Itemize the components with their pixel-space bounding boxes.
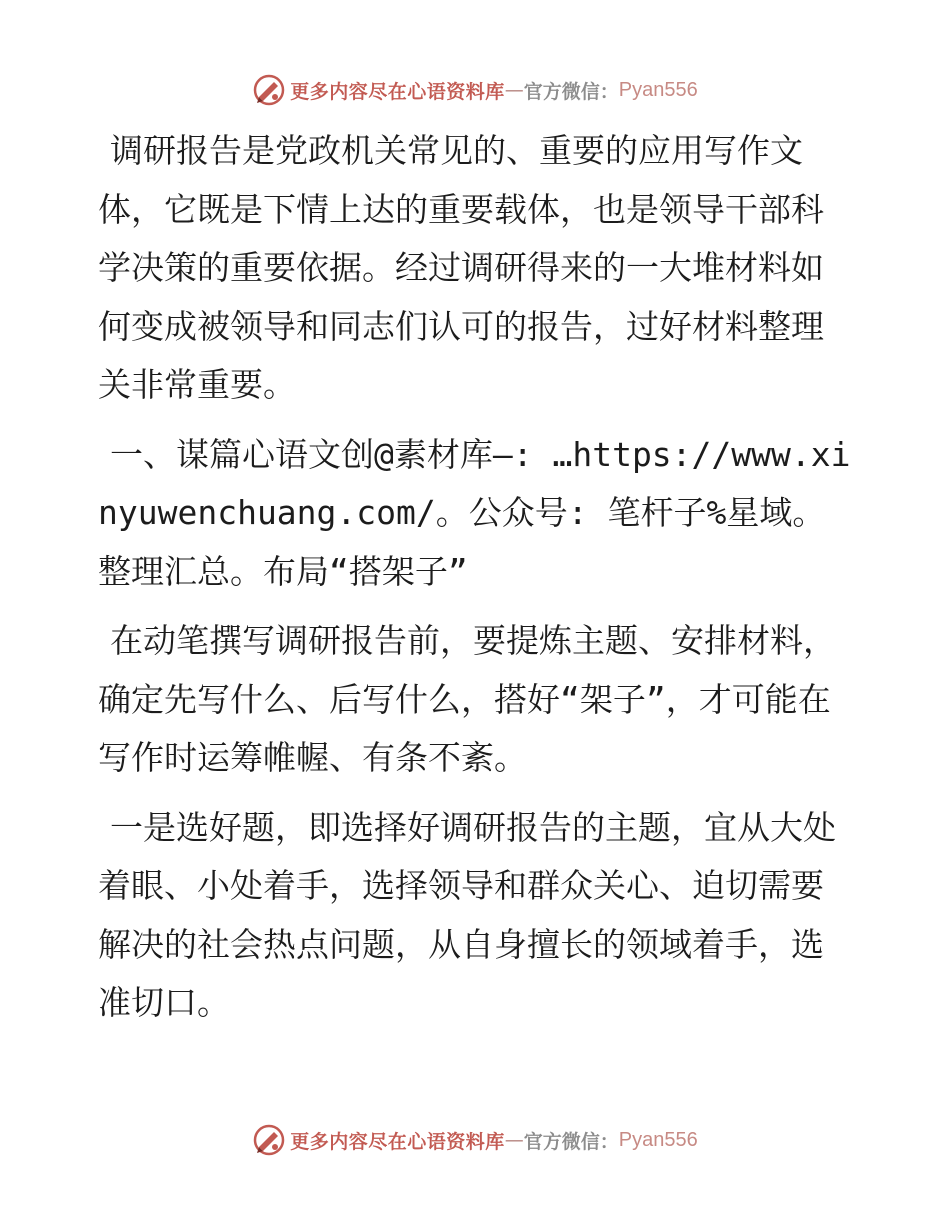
banner-wechat-label: 官方微信： [523,1130,619,1153]
paragraph-section-heading: 一、谋篇心语文创@素材库—: …https://www.xinyuwenchuang.com/。公众号: 笔杆子%星域。整理汇总。布局“搭架子” [98,434,851,591]
footer-banner [0,1120,950,1160]
banner-separator: — [504,79,524,101]
banner-main-text: 更多内容尽在心语资料库 [290,80,505,103]
banner-wechat-id: Pyan556 [618,1128,698,1151]
paragraph-framework: 在动笔撰写调研报告前，要提炼主题、安排材料，确定先写什么、后写什么，搭好“架子”，才可能在写作时运筹帷幄、有条不紊。 [98,621,836,777]
document-body [98,122,853,1044]
pen-logo-icon [252,1123,286,1157]
paragraph-intro: 调研报告是党政机关常见的、重要的应用写作文体，它既是下情上达的重要载体，也是领导干部科学决策的重要依据。经过调研得来的一大堆材料如何变成被领导和同志们认可的报告，过好材料整理关非常重要。 [98,131,824,404]
paragraph-topic-selection: 一是选好题，即选择好调研报告的主题，宜从大处着眼、小处着手，选择领导和群众关心、迫切需要解决的社会热点问题，从自身擅长的领域着手，选准切口。 [98,807,836,1022]
banner-wechat-id: Pyan556 [618,78,698,101]
pen-logo-icon [252,73,286,107]
banner-separator: — [504,1129,524,1151]
header-banner [0,70,950,110]
banner-main-text: 更多内容尽在心语资料库 [290,1130,505,1153]
banner-wechat-label: 官方微信： [523,80,619,103]
